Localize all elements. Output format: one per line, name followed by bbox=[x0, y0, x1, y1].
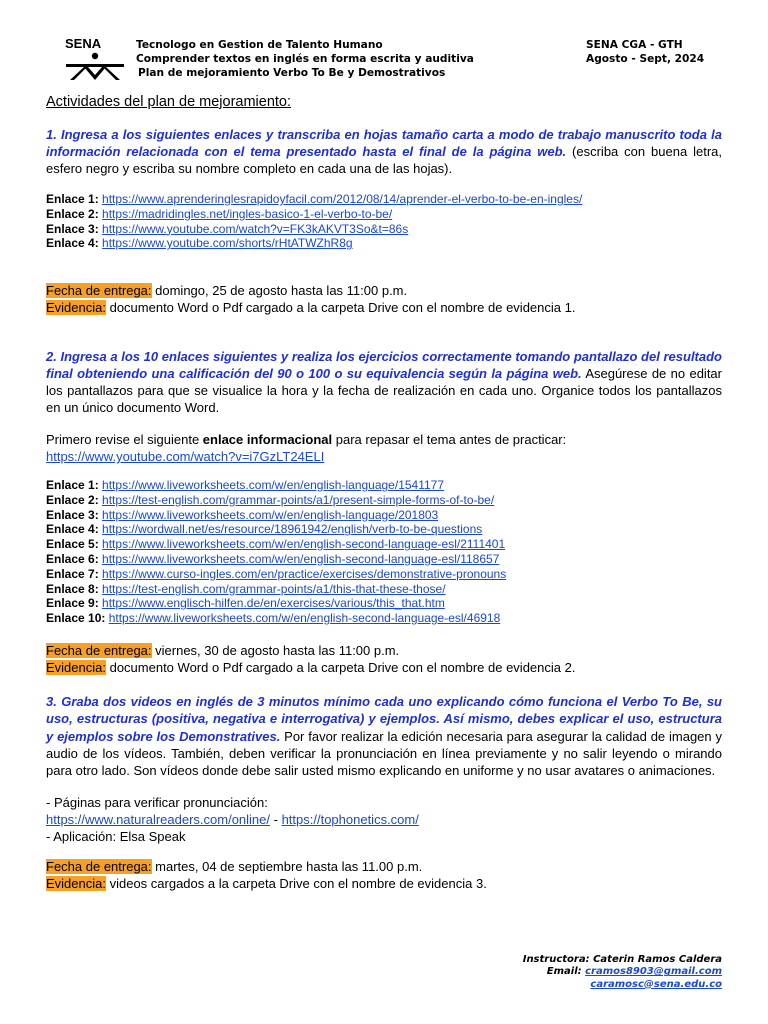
link-row bbox=[46, 596, 506, 611]
section2-review bbox=[46, 431, 722, 465]
due-label: Fecha de entrega: bbox=[46, 643, 152, 658]
link-row bbox=[46, 537, 506, 552]
section2-note: Asegúrese de no editar los pantallazos para que se visualice la hora y la fecha de realización en cada uno. Organice todos los pantallazos en un único documento Word. bbox=[46, 366, 722, 415]
link-label: Enlace 5: bbox=[46, 537, 99, 552]
link-label: Enlace 8: bbox=[46, 581, 99, 596]
date-range: Agosto - Sept, 2024 bbox=[586, 53, 705, 65]
link-row bbox=[46, 192, 582, 207]
link-row bbox=[46, 508, 506, 523]
link-row bbox=[46, 207, 582, 222]
tophonetics-link[interactable]: https://tophonetics.com/ bbox=[281, 812, 419, 827]
section3-paragraph bbox=[46, 693, 722, 779]
email-label: Email: bbox=[546, 966, 586, 978]
section2-due bbox=[46, 643, 399, 659]
link-label: Enlace 6: bbox=[46, 551, 99, 566]
link-label: Enlace 2: bbox=[46, 206, 99, 221]
link-url[interactable]: https://wordwall.net/es/resource/18961942/english/verb-to-be-questions bbox=[102, 522, 483, 537]
document-footer bbox=[523, 954, 722, 991]
link-row bbox=[46, 236, 582, 251]
link-url[interactable]: https://test-english.com/grammar-points/a1/this-that-these-those/ bbox=[102, 581, 446, 596]
section1-note: (escriba con buena letra, esfero negro y escriba su nombre completo en cada una de las hojas). bbox=[46, 144, 722, 176]
link-url[interactable]: https://www.liveworksheets.com/w/en/english-language/1541177 bbox=[102, 478, 445, 492]
evidence-value: documento Word o Pdf cargado a la carpeta Drive con el nombre de evidencia 2. bbox=[105, 660, 576, 675]
link-url[interactable]: https://www.liveworksheets.com/w/en/english-second-language-esl/46918 bbox=[108, 611, 501, 626]
section1-links bbox=[46, 192, 582, 251]
section2-instruction: 2. Ingresa a los 10 enlaces siguientes y realiza los ejercicios correctamente tomando pantallazo del resultado final obteniendo una calificación del 90 o 100 o su equivalencia según la página web. bbox=[46, 349, 722, 381]
section1-due bbox=[46, 283, 407, 299]
link-label: Enlace 9: bbox=[46, 596, 99, 611]
due-value: domingo, 25 de agosto hasta las 11:00 p.m. bbox=[151, 283, 408, 298]
section3-resources bbox=[46, 794, 722, 845]
link-row bbox=[46, 552, 506, 567]
review-link[interactable]: https://www.youtube.com/watch?v=i7GzLT24ELI bbox=[46, 449, 325, 464]
link-row bbox=[46, 222, 582, 237]
link-label: Enlace 4: bbox=[46, 522, 99, 537]
link-row bbox=[46, 522, 506, 537]
link-url[interactable]: https://test-english.com/grammar-points/a1/present-simple-forms-of-to-be/ bbox=[102, 492, 495, 507]
section3-evidence bbox=[46, 876, 487, 892]
evidence-label: Evidencia: bbox=[46, 660, 106, 675]
link-url[interactable]: https://www.englisch-hilfen.de/en/exercises/various/this_that.htm bbox=[102, 596, 445, 611]
section2-links bbox=[46, 478, 506, 626]
link-label: Enlace 2: bbox=[46, 492, 99, 507]
course-name: Comprender textos en inglés en forma escrita y auditiva bbox=[136, 53, 474, 65]
link-label: Enlace 3: bbox=[46, 507, 99, 522]
evidence-label: Evidencia: bbox=[46, 300, 106, 315]
link-label: Enlace 7: bbox=[46, 566, 99, 581]
svg-text:SENA: SENA bbox=[65, 36, 102, 51]
link-url[interactable]: https://madridingles.net/ingles-basico-1-el-verbo-to-be/ bbox=[102, 206, 393, 221]
header-titles bbox=[136, 38, 474, 80]
link-url[interactable]: https://www.curso-ingles.com/en/practice/exercises/demonstrative-pronouns bbox=[102, 566, 507, 581]
evidence-value: documento Word o Pdf cargado a la carpeta Drive con el nombre de evidencia 1. bbox=[105, 300, 576, 315]
section3-note: Por favor realizar la edición necesaria para asegurar la calidad de imagen y audio de los vídeos. También, deben verificar la pronunciación en línea previamente y no salir leyendo o mirando para otro lado. Son vídeos donde debe salir usted mismo explicando en uniforme y no usar avatares o animaciones. bbox=[46, 728, 722, 779]
due-label: Fecha de entrega: bbox=[46, 283, 152, 298]
section1-paragraph bbox=[46, 126, 722, 177]
naturalreaders-link[interactable]: https://www.naturalreaders.com/online/ bbox=[46, 812, 270, 827]
link-label: Enlace 1: bbox=[46, 478, 99, 492]
section2-evidence bbox=[46, 660, 575, 676]
link-row bbox=[46, 582, 506, 597]
link-separator: - bbox=[270, 812, 282, 827]
link-row bbox=[46, 478, 506, 493]
section3-instruction: 3. Graba dos videos en inglés de 3 minutos mínimo cada uno explicando cómo funciona el Verbo To Be, su uso, estructuras (positiva, negativa e interrogativa) y ejemplos. Así mismo, debes explicar el uso, estructura y ejemplos sobre los Demonstratives. bbox=[46, 694, 722, 744]
link-label: Enlace 3: bbox=[46, 221, 99, 236]
link-label: Enlace 1: bbox=[46, 192, 99, 206]
link-url[interactable]: https://www.youtube.com/shorts/rHtATWZhR8g bbox=[102, 236, 353, 251]
link-url[interactable]: https://www.youtube.com/watch?v=FK3kAKVT3So&t=86s bbox=[102, 221, 409, 236]
program-name: Tecnologo en Gestion de Talento Humano bbox=[136, 39, 383, 51]
due-value: viernes, 30 de agosto hasta las 11:00 p.m. bbox=[151, 643, 400, 658]
link-url[interactable]: https://www.liveworksheets.com/w/en/english-second-language-esl/2111401 bbox=[102, 537, 506, 552]
due-label: Fecha de entrega: bbox=[46, 859, 152, 874]
link-label: Enlace 10: bbox=[46, 611, 106, 626]
evidence-value: videos cargados a la carpeta Drive con el nombre de evidencia 3. bbox=[105, 876, 487, 891]
email-secondary[interactable]: caramosc@sena.edu.co bbox=[590, 978, 722, 990]
section1-evidence bbox=[46, 300, 575, 316]
pages-label: - Páginas para verificar pronunciación: bbox=[46, 795, 268, 810]
link-row bbox=[46, 611, 506, 626]
evidence-label: Evidencia: bbox=[46, 876, 106, 891]
plan-name: Plan de mejoramiento Verbo To Be y Demostrativos bbox=[138, 67, 446, 79]
link-url[interactable]: https://www.liveworksheets.com/w/en/english-second-language-esl/118657 bbox=[102, 551, 500, 566]
link-url[interactable]: https://www.aprenderinglesrapidoyfacil.com/2012/08/14/aprender-el-verbo-to-be-en-ingles/ bbox=[102, 192, 583, 206]
due-value: martes, 04 de septiembre hasta las 11.00 p.m. bbox=[151, 859, 423, 874]
email-primary[interactable]: cramos8903@gmail.com bbox=[585, 966, 722, 978]
app-label: - Aplicación: Elsa Speak bbox=[46, 829, 186, 844]
pages-links bbox=[46, 811, 722, 828]
link-row bbox=[46, 567, 506, 582]
sena-logo bbox=[64, 36, 126, 82]
link-label: Enlace 4: bbox=[46, 236, 99, 251]
email-secondary-line bbox=[523, 979, 722, 991]
review-text: Primero revise el siguiente bbox=[46, 432, 203, 447]
section2-paragraph bbox=[46, 348, 722, 416]
review-bold: enlace informacional bbox=[202, 432, 333, 447]
link-row bbox=[46, 493, 506, 508]
section3-due bbox=[46, 859, 422, 875]
instructor-name: Instructora: Caterin Ramos Caldera bbox=[522, 954, 722, 965]
email-line bbox=[523, 966, 722, 978]
section1-instruction: 1. Ingresa a los siguientes enlaces y transcriba en hojas tamaño carta a modo de trabajo manuscrito toda la información relacionada con el tema presentado hasta el final de la página web. bbox=[46, 127, 722, 159]
header-meta bbox=[586, 38, 704, 66]
review-text-end: para repasar el tema antes de practicar: bbox=[332, 432, 567, 447]
institution-code: SENA CGA - GTH bbox=[586, 39, 683, 51]
link-url[interactable]: https://www.liveworksheets.com/w/en/english-language/201803 bbox=[102, 507, 439, 522]
document-header bbox=[64, 36, 724, 82]
page-title: Actividades del plan de mejoramiento: bbox=[46, 94, 292, 110]
